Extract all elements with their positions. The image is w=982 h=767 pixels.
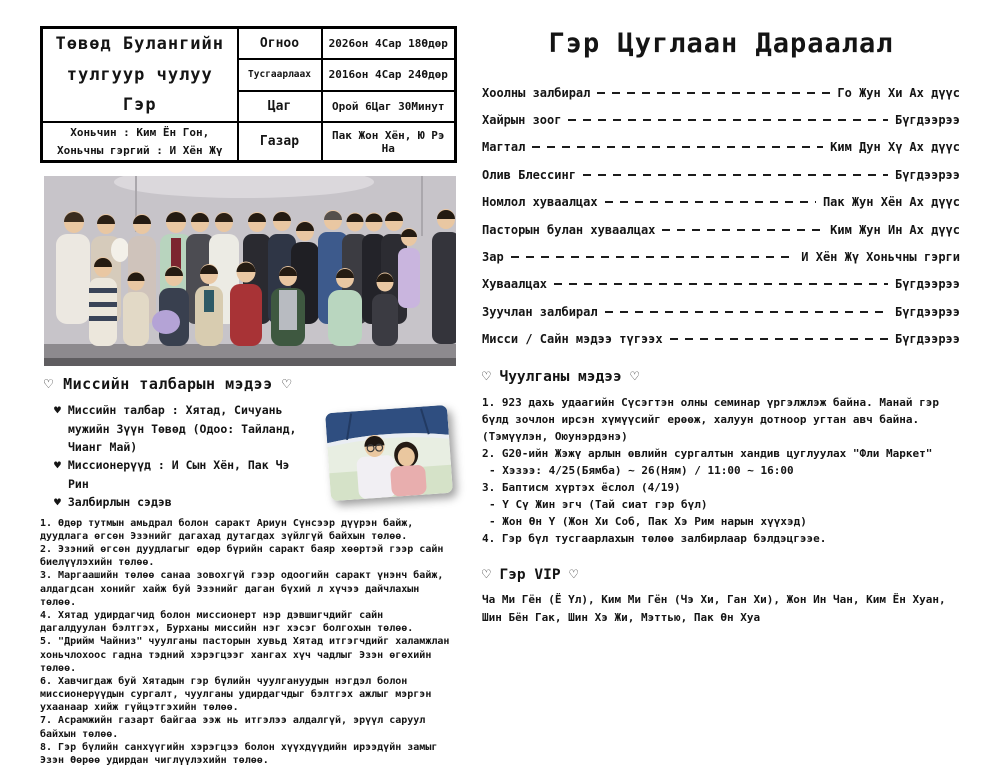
info-label-time: Цаг [238,91,322,122]
mission-bullet-text: Залбирлын сэдэв [67,495,172,510]
news-item: 4. Гэр бүл тусгаарлахын төлөө залбирлаар бэлдэцгээе. [482,532,827,546]
program-role: Бүгдээрээ [894,167,960,182]
program-label: Мисси / Сайн мэдээ түгээх [482,332,663,347]
group-photo [44,176,456,366]
news-subitem: - Хэзээ: 4/25(Бямба) ~ 26(Ням) / 11:00 ~ 16:00 [489,464,794,478]
program-row [482,106,960,133]
vip-names: Ча Ми Гён (Ё Үл), Ким Ми Гён (Чэ Хи, Ган Хи), Жон Ин Чан, Ким Ён Хуан, Шин Бён Гак, Шин Хэ Жи, Мэттью, Пак Өн Хуа [482,593,946,625]
info-table [40,26,457,163]
info-label-place: Газар [238,122,322,162]
prayer-item: 4. Хятад удирдагчид болон миссионерт нэр дэвшигчдийг сайн дагалдуулан бэлтгэх, Бурханы миссийн нэг хэсэг болгохын төлөө. [40,609,414,635]
heart-outline-icon: ♡ [282,375,292,394]
news-item: 2. G20-ийн Жэжү арлын өвлийн сургалтын хандив цуглуулах "Фли Маркет" [482,447,933,461]
program-role: Бүгдээрээ [894,304,960,319]
left-column [0,0,462,766]
pastor-line2: Хоньчны гэргий : И Хён Жү [56,143,223,157]
vip-heading-text: Гэр VIP [499,567,561,584]
program-role: Бүгдээрээ [894,332,960,347]
prayer-item: 2. Эзэний өгсөн дуудлагыг өдөр бүрийн саракт баяр хөөртэй гээр сайн биелүүлэхийн төлөө. [40,544,444,569]
info-value-date: 2026он 4Сар 18Өдөр [322,28,456,60]
program-label: Зуучлан залбирал [482,304,598,319]
program-name: Ким Жун Ин [830,222,903,237]
info-label-date: Огноо [238,28,322,60]
program-label: Хайрын зоог [482,113,562,128]
program-role: Ах дүүс [909,195,960,210]
prayer-list [40,517,454,767]
program-name: Го Жун Хи [837,85,903,100]
heart-outline-icon: ♡ [569,567,579,584]
mission-bullet-text: Миссийн талбар : Хятад, Сичуань мужийн Зүүн Төвөд (Одоо: Тайланд, Чианг Май) [67,403,297,455]
prayer-item: 3. Маргаашийн төлөө санаа зовохгүй гээр одоогийн саракт үнэнч байж, алдагдсан хонийг хайж буй Эзэнийг даган бүхий л хүчээ дайчлахын төлөө. [40,570,444,608]
mission-heading [44,375,454,393]
program-label: Олив Блессинг [482,167,576,182]
mission-body [40,401,454,767]
mission-section [40,375,454,767]
missionaries-photo [325,405,453,501]
program-row [482,134,960,161]
prayer-item: 7. Асрамжийн газарт байгаа ээж нь итгэлээ алдалгүй, эрүүл саруул байхын төлөө. [40,715,426,740]
mission-bullet-text: Миссионерүүд : И Сын Хён, Пак Чэ Рин [67,458,290,491]
dash-separator [605,196,816,208]
heart-filled-icon: ♥ [54,495,61,510]
right-column [462,0,982,694]
dash-separator [670,333,888,345]
vip-section [482,567,960,627]
program-name: И Хён Жү [801,250,860,265]
prayer-item: 5. "Дрийм Чайниз" чуулганы пасторын хувьд Хятад итгэгчдийг халамжлан хоньчлохоос гадна тэдний хэрэгцээг хангах хүч чадлыг Эзэн өгөхийн төлөө. [40,636,450,674]
program-row [482,161,960,188]
program-row [482,271,960,298]
program-label: Пасторын булан хуваалцах [482,222,656,237]
dash-separator [583,169,888,181]
bulletin-title-line1: Төвөд Булангийн [55,34,225,54]
news-item: 1. 923 дахь удаагийн Сүсэгтэн олны семинар үргэлжлэж байна. Манай гэр бүлд зочлон ирсэн хүмүүсийг ерөөж, халуун дотноор угтан авч байна. (Тэмүүлэн, Оюунэрдэнэ) [482,395,939,443]
info-value-separation: 2016он 4Сар 24Өдөр [322,59,456,90]
info-value-place: Пак Жон Хён, Ю Рэ На [322,122,456,162]
news-list [482,394,960,547]
info-value-time: Орой 6Цаг 30Минут [322,91,456,122]
program-role: Бүгдээрээ [894,113,960,128]
program-title: Гэр Цуглаан Дараалал [548,28,894,59]
program-role: Хоньчны гэрги [866,250,960,265]
mission-heading-text: Миссийн талбарын мэдээ [63,375,273,394]
pastor-line1: Хоньчин : Ким Ён Гон, [70,125,210,139]
program-label: Зар [482,250,504,265]
dash-separator [605,306,888,318]
heart-outline-icon: ♡ [630,368,640,385]
news-heading [482,369,960,385]
dash-separator [662,224,823,236]
program-label: Магтал [482,140,526,155]
heart-filled-icon: ♥ [54,458,61,473]
news-subitem: - Ү Сү Жин эгч (Тай сиат гэр бүл) [489,498,708,512]
program-row [482,243,960,270]
program-name: Пак Жун Хён [822,195,903,210]
info-label-separation: Тусгаарлаах [238,59,322,90]
program-row [482,216,960,243]
heart-outline-icon: ♡ [482,368,491,385]
dash-separator [532,141,823,153]
bulletin-title [42,28,238,122]
dash-separator [597,87,830,99]
prayer-item: 6. Хавчигдаж буй Хятадын гэр бүлийн чуулгануудын нэгдэл болон миссионерүүдын сургалт, чуулганы удирдагчдыг бэлтгэх ажлыг мэргэн ухаанаар хийж гүйцэтгэхийн төлөө. [40,675,432,714]
program-label: Номлол хуваалцах [482,195,598,210]
heart-filled-icon: ♥ [54,403,61,418]
program-name: Ким Дун Хү [830,140,903,155]
program-role: Ах дүүс [909,140,960,155]
pastor-info [42,122,238,162]
program-label: Хуваалцах [482,277,548,292]
program-label: Хоолны залбирал [482,85,591,100]
program-role: Ах дүүс [909,85,960,100]
vip-heading [482,567,960,583]
dash-separator [554,278,888,290]
program-row [482,326,960,353]
prayer-item: 8. Гэр бүлийн санхүүгийн хэрэгцээ болон хүүхдүүдийн ирээдүйн замыг Эзэн Өөрөө удирдан чиглүүлэхийн төлөө. [40,741,438,766]
news-item: 3. Баптисм хүртэх ёслол (4/19) [482,481,681,495]
program-role: Бүгдээрээ [894,277,960,292]
program-role: Ах дүүс [909,222,960,237]
dash-separator [568,114,887,126]
dash-separator [511,251,795,263]
program-row [482,298,960,325]
heart-outline-icon: ♡ [482,567,491,584]
news-heading-text: Чуулганы мэдээ [499,368,622,385]
heart-outline-icon: ♡ [44,375,54,394]
prayer-item: 1. Өдөр тутмын амьдрал болон саракт Ариун Сүнсээр дүүрэн байж, дуудлага өгсөн Эзэнийг дагахад дутагдах зүйлгүй байхын төлөө. [40,517,414,542]
news-subitem: - Жон Өн Ү (Жон Хи Соб, Пак Хэ Рим нарын хүүхэд) [489,515,807,529]
program-list [482,79,960,353]
program-row [482,79,960,106]
bulletin-title-line2: тулгуур чулуу Гэр [66,64,213,116]
program-row [482,189,960,216]
